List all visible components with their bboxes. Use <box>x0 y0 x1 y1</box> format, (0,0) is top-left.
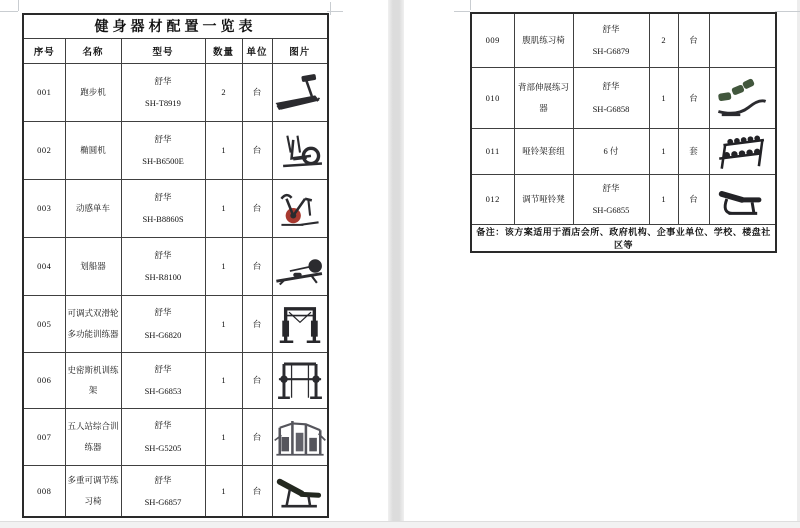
model-code-text: SH-G6820 <box>144 329 182 340</box>
brand-text: 6 付 <box>603 145 619 156</box>
cell-qty: 2 <box>205 63 242 121</box>
cell-name: 背部伸展练习器 <box>514 67 573 128</box>
back-extension-image <box>715 77 769 119</box>
cell-name: 划船器 <box>65 237 121 295</box>
model-code-text: SH-G6879 <box>592 46 630 57</box>
cell-picture <box>709 67 776 128</box>
cell-unit: 台 <box>242 237 272 295</box>
cell-serial: 001 <box>23 63 65 121</box>
model-code-text: SH-B8860S <box>142 214 184 224</box>
table-row <box>471 13 776 67</box>
model-code-text: SH-G6855 <box>592 205 630 215</box>
cell-serial: 003 <box>23 179 65 237</box>
margin-mark <box>775 11 800 12</box>
cell-name: 哑铃架套组 <box>514 128 573 174</box>
brand-text: 舒华 <box>602 24 620 35</box>
cell-name: 可调式双滑轮多功能训练器 <box>65 295 121 352</box>
margin-mark <box>470 0 471 10</box>
brand-text: 舒华 <box>154 474 172 485</box>
cell-unit: 台 <box>242 121 272 179</box>
brand-text: 舒华 <box>154 75 172 86</box>
model-code-text: SH-G6857 <box>144 496 182 507</box>
cell-model <box>121 465 205 517</box>
cell-qty: 1 <box>205 465 242 517</box>
column-header-name: 名称 <box>65 38 121 63</box>
cell-unit: 台 <box>242 179 272 237</box>
cell-model <box>121 179 205 237</box>
functional-trainer-image <box>273 303 327 345</box>
cell-serial: 006 <box>23 352 65 408</box>
cell-name: 跑步机 <box>65 63 121 121</box>
cell-serial: 007 <box>23 408 65 465</box>
cell-model <box>121 352 205 408</box>
cell-model <box>573 128 649 174</box>
horizontal-scrollbar-track[interactable] <box>0 521 800 528</box>
table-row <box>471 174 776 224</box>
note-cell: 备注：该方案适用于酒店会所、政府机构、企事业单位、学校、楼盘社区等 <box>471 224 776 252</box>
brand-text: 舒华 <box>154 133 172 144</box>
cell-unit: 台 <box>678 13 709 67</box>
cell-model <box>121 121 205 179</box>
model-code-text: SH-T8919 <box>145 98 181 108</box>
column-header-picture: 图片 <box>272 38 328 63</box>
table-row <box>471 67 776 128</box>
cell-serial: 009 <box>471 13 514 67</box>
margin-mark <box>18 0 19 11</box>
rowing-machine-image <box>273 245 327 287</box>
cell-picture <box>272 465 328 517</box>
table-title: 健身器材配置一览表 <box>23 14 328 38</box>
model-code-text: SH-G6853 <box>144 386 182 396</box>
cell-serial: 002 <box>23 121 65 179</box>
no-image <box>715 19 769 61</box>
brand-text: 舒华 <box>154 363 172 374</box>
table-row <box>23 121 328 179</box>
cell-qty: 1 <box>649 128 678 174</box>
cell-model <box>573 13 649 67</box>
cell-unit: 台 <box>678 67 709 128</box>
cell-unit: 台 <box>242 465 272 517</box>
margin-mark <box>0 11 18 12</box>
cell-unit: 套 <box>678 128 709 174</box>
brand-text: 舒华 <box>154 191 172 202</box>
cell-qty: 1 <box>205 121 242 179</box>
column-header-serial: 序号 <box>23 38 65 63</box>
column-header-unit: 单位 <box>242 38 272 63</box>
elliptical-image <box>273 129 327 171</box>
cell-unit: 台 <box>242 408 272 465</box>
cell-model <box>573 174 649 224</box>
smith-machine-image <box>273 359 327 401</box>
cell-name: 动感单车 <box>65 179 121 237</box>
column-header-model: 型号 <box>121 38 205 63</box>
cell-qty: 1 <box>205 237 242 295</box>
cell-picture <box>272 121 328 179</box>
cell-picture <box>709 128 776 174</box>
model-code-text: SH-G6858 <box>592 103 630 114</box>
cell-name: 腹肌练习椅 <box>514 13 573 67</box>
cell-picture <box>272 237 328 295</box>
cell-unit: 台 <box>678 174 709 224</box>
cell-model <box>121 408 205 465</box>
cell-picture <box>272 295 328 352</box>
treadmill-image <box>273 71 327 113</box>
page-gap <box>388 0 404 521</box>
table-row <box>23 63 328 121</box>
cell-serial: 005 <box>23 295 65 352</box>
cell-qty: 1 <box>205 179 242 237</box>
cell-name: 椭圆机 <box>65 121 121 179</box>
multi-station-image <box>273 416 327 458</box>
table-row <box>23 465 328 517</box>
table-row <box>23 237 328 295</box>
cell-name: 史密斯机训练架 <box>65 352 121 408</box>
cell-picture <box>272 408 328 465</box>
equipment-table-page-1 <box>22 13 329 518</box>
cell-unit: 台 <box>242 295 272 352</box>
model-code-text: SH-R8100 <box>144 272 182 282</box>
cell-model <box>121 295 205 352</box>
table-row <box>23 295 328 352</box>
cell-qty: 1 <box>205 352 242 408</box>
model-code-text: SH-G5205 <box>144 442 182 453</box>
brand-text: 舒华 <box>602 81 620 92</box>
equipment-table-page-2 <box>470 12 777 253</box>
cell-picture <box>272 179 328 237</box>
dumbbell-bench-image <box>715 178 769 220</box>
table-row <box>471 128 776 174</box>
table-row <box>23 408 328 465</box>
cell-model <box>121 63 205 121</box>
cell-qty: 2 <box>649 13 678 67</box>
cell-unit: 台 <box>242 63 272 121</box>
cell-serial: 004 <box>23 237 65 295</box>
cell-model <box>573 67 649 128</box>
margin-mark <box>454 11 470 12</box>
cell-serial: 012 <box>471 174 514 224</box>
cell-picture <box>709 13 776 67</box>
cell-unit: 台 <box>242 352 272 408</box>
cell-qty: 1 <box>205 408 242 465</box>
cell-model <box>121 237 205 295</box>
cell-qty: 1 <box>649 174 678 224</box>
margin-mark <box>330 2 331 15</box>
cell-serial: 008 <box>23 465 65 517</box>
cell-picture <box>709 174 776 224</box>
model-code-text: SH-B6500E <box>142 156 184 166</box>
table-row <box>23 179 328 237</box>
cell-serial: 011 <box>471 128 514 174</box>
dumbbell-rack-image <box>715 130 769 172</box>
cell-picture <box>272 352 328 408</box>
brand-text: 舒华 <box>154 420 172 431</box>
brand-text: 舒华 <box>154 307 172 318</box>
cell-qty: 1 <box>205 295 242 352</box>
cell-picture <box>272 63 328 121</box>
adjustable-bench-image <box>273 470 327 512</box>
cell-name: 五人站综合训练器 <box>65 408 121 465</box>
brand-text: 舒华 <box>602 182 620 193</box>
cell-qty: 1 <box>649 67 678 128</box>
spin-bike-image <box>273 187 327 229</box>
cell-name: 调节哑铃凳 <box>514 174 573 224</box>
cell-name: 多重可调节练习椅 <box>65 465 121 517</box>
table-row <box>23 352 328 408</box>
cell-serial: 010 <box>471 67 514 128</box>
brand-text: 舒华 <box>154 249 172 260</box>
column-header-qty: 数量 <box>205 38 242 63</box>
